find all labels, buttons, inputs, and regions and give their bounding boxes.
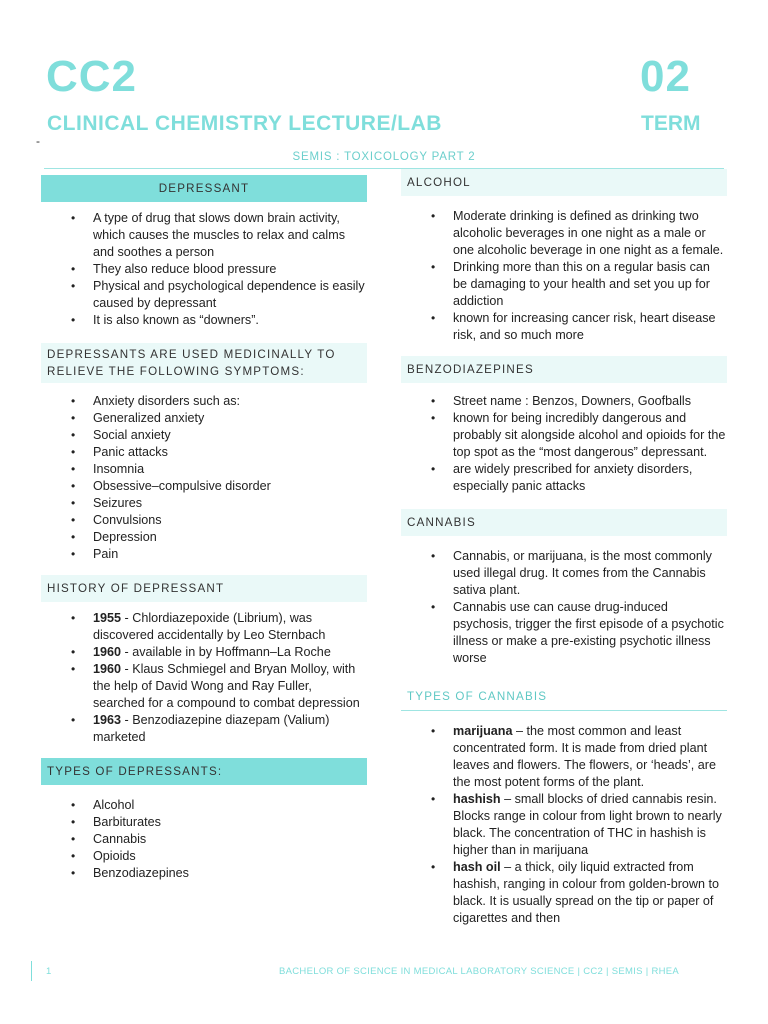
term-label: TERM: [641, 112, 701, 135]
cannabis-heading: CANNABIS: [401, 509, 727, 536]
list-item: • Pain: [41, 546, 367, 563]
list-item: • Anxiety disorders such as:: [41, 393, 367, 410]
list-item: • They also reduce blood pressure: [41, 261, 367, 278]
list-item: • Drinking more than this on a regular basis can be damaging to your health and set you up for addiction: [401, 259, 727, 310]
medicinal-heading: DEPRESSANTS ARE USED MEDICINALLY TO RELIEVE THE FOLLOWING SYMPTOMS:: [41, 343, 367, 383]
list-item: • Alcohol: [41, 797, 367, 814]
list-item: • Generalized anxiety: [41, 410, 367, 427]
list-item: • Obsessive–compulsive disorder: [41, 478, 367, 495]
cannabis-type-text: – small blocks of dried cannabis resin. Blocks range in colour from light brown to nearly black. The concentration of THC in hashish is higher than in marijuana: [453, 792, 722, 857]
cannabis-type-text: – a thick, oily liquid extracted from hashish, ranging in colour from golden-brown to black. It is usually spread on the tip or paper of cigarettes and then: [453, 860, 720, 925]
course-code: CC2: [46, 52, 138, 101]
footer-bar: [31, 961, 32, 981]
course-number: 02: [640, 52, 691, 101]
list-item: • Opioids: [41, 848, 367, 865]
history-year: 1963: [93, 713, 122, 727]
depressant-heading: DEPRESSANT: [41, 175, 367, 202]
cannabis-type-text: – the most common and least concentrated form. It is made from dried plant leaves and flowers. The flowers, or ‘heads’, are the most potent forms of the plant.: [453, 724, 716, 789]
list-item: • Insomnia: [41, 461, 367, 478]
history-year: 1960: [93, 662, 122, 676]
history-text: - Klaus Schmiegel and Bryan Molloy, with the help of David Wong and Ray Fuller, searched for a compound to combat depression: [93, 662, 360, 710]
cannabis-list: [401, 548, 727, 667]
list-item: • Physical and psychological dependence is easily caused by depressant: [41, 278, 367, 312]
list-item: • Cannabis use can cause drug-induced psychosis, trigger the first episode of a psychotic illness or make a pre-existing psychotic illness worse: [401, 599, 727, 667]
list-item: • are widely prescribed for anxiety disorders, especially panic attacks: [401, 461, 727, 495]
history-text: - Chlordiazepoxide (Librium), was discovered accidentally by Leo Sternbach: [93, 611, 326, 642]
benzo-list: [401, 393, 727, 495]
list-item: • known for increasing cancer risk, heart disease risk, and so much more: [401, 310, 727, 344]
cannabis-type-item: [401, 859, 727, 927]
history-year: 1960: [93, 645, 122, 659]
types-cannabis-heading: TYPES OF CANNABIS: [401, 683, 727, 711]
course-subject: CLINICAL CHEMISTRY LECTURE/LAB: [47, 112, 442, 135]
cannabis-type-item: [401, 791, 727, 859]
list-item: • A type of drug that slows down brain activity, which causes the muscles to relax and calms and soothes a person: [41, 210, 367, 261]
history-year: 1955: [93, 611, 122, 625]
list-item: • Seizures: [41, 495, 367, 512]
list-item: • Depression: [41, 529, 367, 546]
list-item: • It is also known as “downers”.: [41, 312, 367, 329]
list-item: • Street name : Benzos, Downers, Goofballs: [401, 393, 727, 410]
history-item: [41, 712, 367, 746]
medicinal-list: [41, 393, 367, 563]
list-item: • Convulsions: [41, 512, 367, 529]
alcohol-list: [401, 208, 727, 344]
cannabis-type-term: hashish: [453, 792, 501, 806]
benzo-heading: BENZODIAZEPINES: [401, 356, 727, 383]
history-text: - Benzodiazepine diazepam (Valium) marketed: [93, 713, 330, 744]
right-column: [401, 169, 727, 927]
list-item: • Moderate drinking is defined as drinking two alcoholic beverages in one night as a male or one alcoholic beverage in one night as a female.: [401, 208, 727, 259]
history-list: [41, 610, 367, 746]
left-column: [41, 175, 367, 882]
types-cannabis-list: [401, 723, 727, 927]
list-item: • Cannabis: [41, 831, 367, 848]
page-subtitle: SEMIS : TOXICOLOGY PART 2: [292, 151, 476, 163]
cannabis-type-term: hash oil: [453, 860, 501, 874]
list-item: • Panic attacks: [41, 444, 367, 461]
history-item: [41, 661, 367, 712]
header-dash: -: [36, 134, 40, 148]
list-item: • Cannabis, or marijuana, is the most commonly used illegal drug. It comes from the Cannabis sativa plant.: [401, 548, 727, 599]
depressant-list: [41, 210, 367, 329]
history-item: [41, 644, 367, 661]
alcohol-heading: ALCOHOL: [401, 169, 727, 196]
footer-text: BACHELOR OF SCIENCE IN MEDICAL LABORATORY SCIENCE | CC2 | SEMIS | RHEA: [279, 966, 680, 977]
history-text: - available in by Hoffmann–La Roche: [121, 645, 331, 659]
page-number: 1: [46, 966, 52, 977]
list-item: • Social anxiety: [41, 427, 367, 444]
list-item: • Barbiturates: [41, 814, 367, 831]
list-item: • known for being incredibly dangerous and probably sit alongside alcohol and opioids for the top spot as the “most dangerous” depressant.: [401, 410, 727, 461]
types-heading: TYPES OF DEPRESSANTS:: [41, 758, 367, 785]
history-heading: HISTORY OF DEPRESSANT: [41, 575, 367, 602]
list-item: • Benzodiazepines: [41, 865, 367, 882]
cannabis-type-term: marijuana: [453, 724, 513, 738]
history-item: [41, 610, 367, 644]
cannabis-type-item: [401, 723, 727, 791]
types-list: [41, 797, 367, 882]
